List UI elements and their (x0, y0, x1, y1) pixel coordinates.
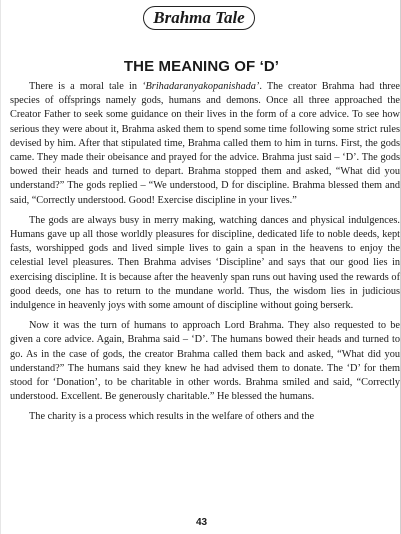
paragraph-4: The charity is a process which results in the welfare of others and the (29, 411, 315, 423)
page-number: 43 (195, 517, 208, 528)
paragraph-1 (10, 80, 400, 208)
scripture-title: ‘Brihadaranyakopanishada’ (142, 81, 260, 92)
paragraph-3: Now it was the turn of humans to approach Lord Brahma. They also requested to be given a core advice. Again, Brahma said – ‘D’. The humans bowed their heads and turned to go. As in the case of gods, the creator Brahma called them back and asked, “What did you understand?” The humans said they knew he had advised them to donate. The ‘D’ for them stood for ‘Donation’, to be charitable in other words. Brahma smiled and said, “Correctly understood. Excellent. Be generously charitable.” He blessed the humans. (10, 320, 400, 403)
article-body (10, 80, 400, 425)
paragraph-1-intro: There is a moral tale in (29, 81, 143, 92)
section-header-badge: Brahma Tale (143, 6, 255, 30)
page-title: THE MEANING OF ‘D’ (123, 58, 280, 75)
paragraph-1-text: . The creator Brahma had three species of offsprings namely gods, humans and demons. Once all three approached the Creator Father to seek some guidance on their lives in the form of a core advice. To see how serious they were about it, Brahma asked them to spend some time following some strict rules devised by him. After that stipulated time, Brahma called them to him in turns. First, the gods came. They made their obeisance and prayed for the advice. Brahma just said – ‘D’. The gods bowed their heads and turned to depart. Brahma stopped them and asked, “What did you understand?” The gods replied – “We understood, D for discipline. Brahma blessed them and said, “Correctly understood. Good! Exercise discipline in your lives.” (10, 81, 401, 206)
paragraph-2: The gods are always busy in merry making, watching dances and physical indulgences. Humans gave up all those worldly pleasures for discipline, dedicated life to noble deeds, kept fasts, worshipped gods and lived simple lives to gain a span in the heavens to enjoy the celestial level pleasures. Then Brahma advises ‘Discipline’ and says that our good lies in exercising discipline. It is because after the heavenly span runs out having used the rewards of good deeds, one has to return to the mundane world. Thus, the wisdom lies in judicious indulgence in heavenly joys with some amount of discipline without going berserk. (10, 214, 400, 312)
